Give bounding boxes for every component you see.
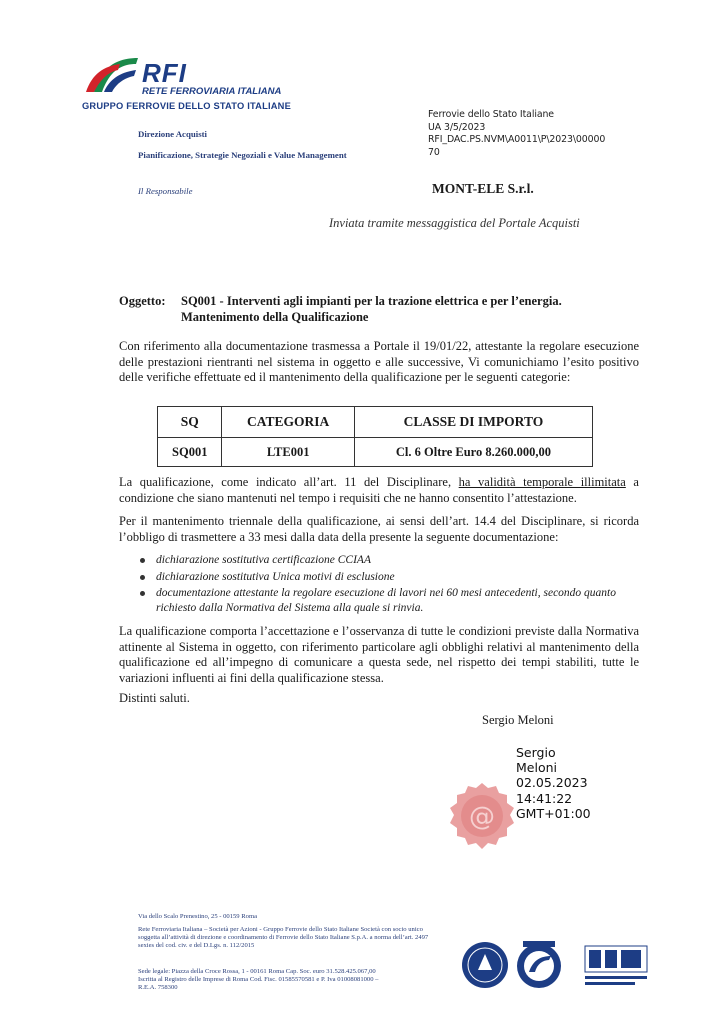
role: Il Responsabile — [138, 186, 193, 196]
text-span: La qualificazione, come indicato all’art. 11 del Disciplinare, — [119, 475, 459, 489]
protocol-line: RFI_DAC.PS.NVM\A0011\P\2023\00000 — [428, 134, 606, 146]
table-cell: SQ001 — [158, 438, 222, 467]
documents-list — [140, 553, 640, 617]
signer-name: Sergio Meloni — [482, 713, 554, 727]
department: Direzione Acquisti — [138, 129, 207, 139]
sent-via-note: Inviata tramite messaggistica del Portale Acquisti — [329, 216, 580, 230]
table-cell: LTE001 — [222, 438, 354, 467]
list-item — [140, 570, 640, 585]
signature-line: Meloni — [516, 760, 557, 776]
bullet-icon — [140, 591, 145, 596]
subject-label: Oggetto: — [119, 294, 166, 308]
qualification-table — [157, 406, 593, 467]
logo-subtitle: RETE FERROVIARIA ITALIANA — [142, 86, 282, 97]
table-header: CATEGORIA — [222, 407, 354, 438]
text-span: a condizione che siano mantenuti nel tempo i requisiti che ne hanno consentito l’attestazione. — [119, 475, 639, 505]
bullet-icon — [140, 558, 145, 563]
logo-rfi-text: RFI — [142, 58, 187, 88]
paragraph-validity — [119, 475, 639, 506]
signature-timezone: GMT+01:00 — [516, 805, 591, 821]
closing: Distinti saluti. — [119, 691, 190, 705]
protocol-line: Ferrovie dello Stato Italiane — [428, 109, 554, 120]
accredia-certification-icon — [460, 940, 510, 990]
rfi-logo — [80, 54, 310, 116]
list-item-text: dichiarazione sostitutiva Unica motivi di esclusione — [156, 570, 395, 583]
logo-group: GRUPPO FERROVIE DELLO STATO ITALIANE — [82, 101, 291, 111]
footer-address: Via dello Scalo Prenestino, 25 - 00159 Roma — [138, 913, 258, 920]
signature-date: 02.05.2023 — [516, 775, 588, 791]
rina-certification-icon — [583, 938, 653, 990]
protocol-line: 70 — [428, 146, 440, 158]
list-item — [140, 586, 640, 615]
italcertifer-certification-icon — [513, 940, 565, 990]
protocol-line: UA 3/5/2023 — [428, 121, 486, 133]
bullet-icon — [140, 575, 145, 580]
digital-signature-block — [516, 745, 591, 821]
paragraph-intro: Con riferimento alla documentazione trasmessa a Portale il 19/01/22, attestante la regolare esecuzione delle prestazioni rientranti nel sistema in oggetto e alle successive, Vi comunichiamo l’esito positivo delle verifiche effettuate ed il mantenimento della qualificazione per le seguenti categorie: — [119, 339, 639, 384]
underlined-text: ha validità temporale illimitata — [458, 475, 626, 489]
fs-logo-icon — [80, 54, 140, 98]
paragraph-maintenance: Per il mantenimento triennale della qualificazione, ai sensi dell’art. 14.4 del Disciplinare, si ricorda l’obbligo di trasmettere a 33 mesi dalla data della presente la seguente documentazione: — [119, 514, 639, 544]
table-cell: Cl. 6 Oltre Euro 8.260.000,00 — [354, 438, 592, 467]
table-header: SQ — [158, 407, 222, 438]
signature-time: 14:41:22 — [516, 790, 573, 806]
office: Pianificazione, Strategie Negoziali e Value Management — [138, 150, 347, 160]
protocol-stamp — [428, 109, 618, 159]
table-header: CLASSE DI IMPORTO — [354, 407, 592, 438]
paragraph-conditions: La qualificazione comporta l’accettazione e l’osservanza di tutte le condizioni previste dalla Normativa attinente al Sistema in oggetto, con riferimento particolare agli obblighi relativi al mantenimento della qualificazione ed all’impegno di comunicare a questa sede, nel rispetto dei tempi stabiliti, tutte le variazioni influenti ai fini della qualificazione stessa. — [119, 624, 639, 685]
signature-line: Sergio — [516, 745, 556, 760]
table-row — [158, 438, 593, 467]
list-item — [140, 553, 640, 568]
footer-legal: Sede legale: Piazza della Croce Rossa, 1 - 00161 Roma Cap. Soc. euro 31.528.425.067,00 Iscritta al Registro delle Imprese di Roma Cod. Fisc. 01585570581 e P. Iva 01008081000 – R.E.A. 758300 — [138, 968, 379, 991]
subject-text: SQ001 - Interventi agli impianti per la trazione elettrica e per l’energia. Mantenimento della Qualificazione — [181, 294, 562, 324]
list-item-text: dichiarazione sostitutiva certificazione CCIAA — [156, 554, 371, 566]
recipient: MONT-ELE S.r.l. — [432, 181, 534, 196]
svg-text:@: @ — [469, 802, 495, 832]
list-item-text: documentazione attestante la regolare esecuzione di lavori nei 60 mesi antecedenti, secondo quanto richiesto dalla Normativa del Sistema alla quale si rinvia. — [156, 587, 617, 614]
footer-company: Rete Ferroviaria Italiana – Società per Azioni - Gruppo Ferrovie dello Stato Italiane Società con socio unico soggetta all’attività di direzione e coordinamento di Ferrovie dello Stato Italiane S.p.A. a norma dell’art. 2497 sexies del cod. civ. e del D.Lgs. n. 112/2015 — [138, 926, 429, 949]
digital-signature-seal-icon — [446, 780, 518, 852]
